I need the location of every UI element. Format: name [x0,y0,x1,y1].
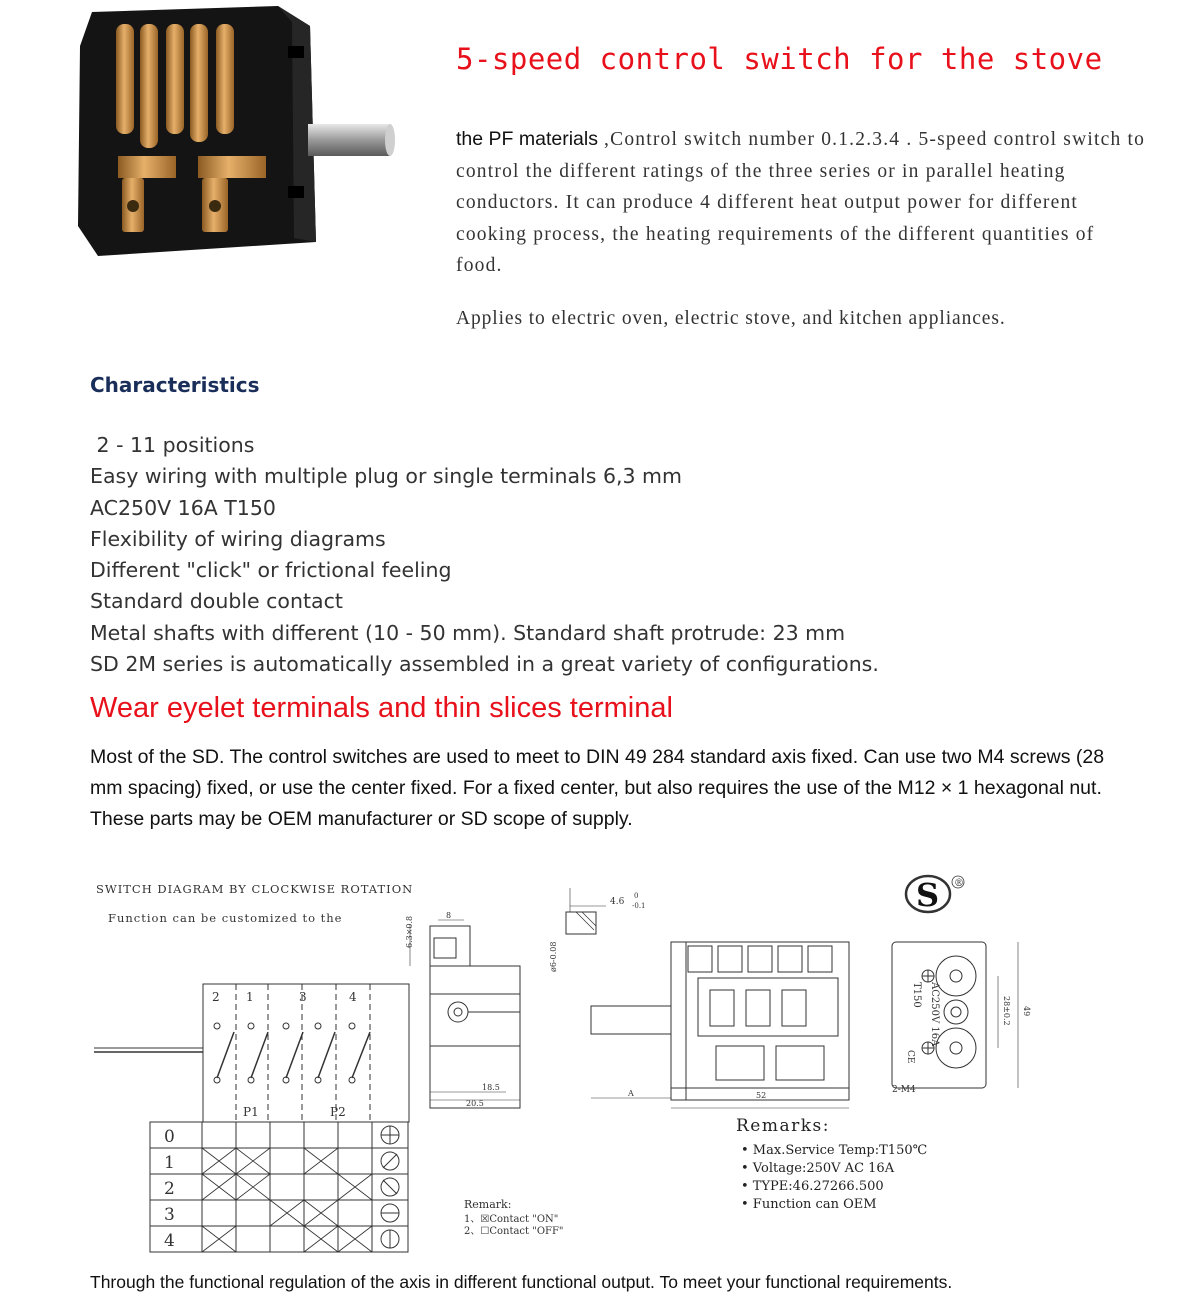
terminal-label: 1 [246,990,254,1004]
remarks-item: • Function can OEM [741,1197,877,1212]
characteristic-item: Easy wiring with multiple plug or single terminals 6,3 mm [90,464,682,489]
ce-mark: CE [905,1050,915,1064]
characteristic-item: Flexibility of wiring diagrams [90,526,386,551]
switch-schematic-box [203,984,409,1122]
position-label: 1 [164,1153,175,1173]
remark-small-item: 2、☐Contact "OFF" [464,1226,564,1237]
position-label: 2 [164,1179,175,1199]
group-label-p1: P1 [243,1105,259,1119]
top-view-drawing [892,942,1018,1088]
s-certification-mark [906,876,964,914]
dim-label: 4.6 [610,897,625,907]
description-text: ,Control switch number 0.1.2.3.4 . 5-speed control switch to control the different ratings of the three series or in parallel heating conductors. It can produce 4 different heat output power for different cooking process, the heating requirements of the different quantities of food. [456,129,1146,276]
rating-label: AC250V 16A [929,982,940,1047]
footer-text: Through the functional regulation of the axis in different functional output. To meet your functional requirements. [90,1272,953,1292]
characteristic-item: Standard double contact [90,589,343,614]
position-label: 4 [164,1231,175,1251]
terminal-label: 2 [212,990,220,1004]
terminal-label: 3 [299,990,307,1004]
screw-label: 2-M4 [892,1085,916,1095]
dim-label: 49 [1022,1006,1031,1017]
switch-technical-diagram [86,866,1126,1262]
remarks-item: • Max.Service Temp:T150℃ [741,1143,928,1158]
remarks-item: • Voltage:250V AC 16A [741,1161,895,1176]
group-label-p2: P2 [330,1105,346,1119]
characteristic-item: Metal shafts with different (10 - 50 mm). Standard shaft protrude: 23 mm [90,620,846,645]
diagram-subtitle: Function can be customized to the [108,911,343,925]
characteristic-item: AC250V 16A T150 [90,495,276,520]
remark-small-item: 1、☒Contact "ON" [464,1214,559,1225]
characteristic-item: SD 2M series is automatically assembled in a great variety of configurations. [90,652,879,677]
description-lead: the PF materials [456,128,598,150]
position-label: 0 [164,1127,175,1147]
position-label: 3 [164,1205,175,1225]
svg-text:S: S [916,876,940,914]
characteristics-heading: Characteristics [90,373,260,397]
dim-label: A [628,1089,634,1098]
dim-label: 20.5 [466,1099,484,1108]
characteristic-item: 2 - 11 positions [90,433,255,457]
remark-small-title: Remark: [464,1198,512,1211]
product-title: 5-speed control switch for the stove [456,42,1103,76]
dim-label: -0.1 [632,902,646,910]
dim-label: 52 [756,1091,767,1100]
dim-label: 28±0.2 [1002,996,1011,1026]
terminal-label: 4 [349,990,357,1004]
svg-text:®: ® [954,878,964,889]
dim-label: 0 [634,892,639,900]
remarks-item: • TYPE:46.27266.500 [741,1179,884,1194]
dim-label: 6.3×0.8 [405,915,414,948]
dim-label: 18.5 [482,1083,500,1092]
shaft-detail-drawing [566,888,606,934]
dim-label: 8 [446,911,452,920]
temp-label: T150 [911,982,922,1008]
position-table [150,1122,408,1252]
front-view-drawing [591,942,849,1108]
product-photo [78,6,398,258]
diagram-title: SWITCH DIAGRAM BY CLOCKWISE ROTATION [96,882,414,896]
terminals-heading: Wear eyelet terminals and thin slices terminal [90,692,673,724]
applications-text: Applies to electric oven, electric stove, and kitchen appliances. [456,308,1006,329]
terminals-paragraph: Most of the SD. The control switches are used to meet to DIN 49 284 standard axis fixed. Can use two M4 screws (28 mm spacing) fixed, or use the center fixed. For a fixed center, but also requires the use of the M12 × 1 hexagonal nut. These parts may be OEM manufacturer or SD scope of supply. [90,746,1105,830]
characteristic-item: Different "click" or frictional feeling [90,558,452,583]
side-view-drawing [410,920,520,1108]
characteristics-list [90,430,879,680]
dim-label: ø6-0.08 [549,941,558,972]
product-description [456,124,1146,282]
remarks-title: Remarks: [736,1116,830,1136]
